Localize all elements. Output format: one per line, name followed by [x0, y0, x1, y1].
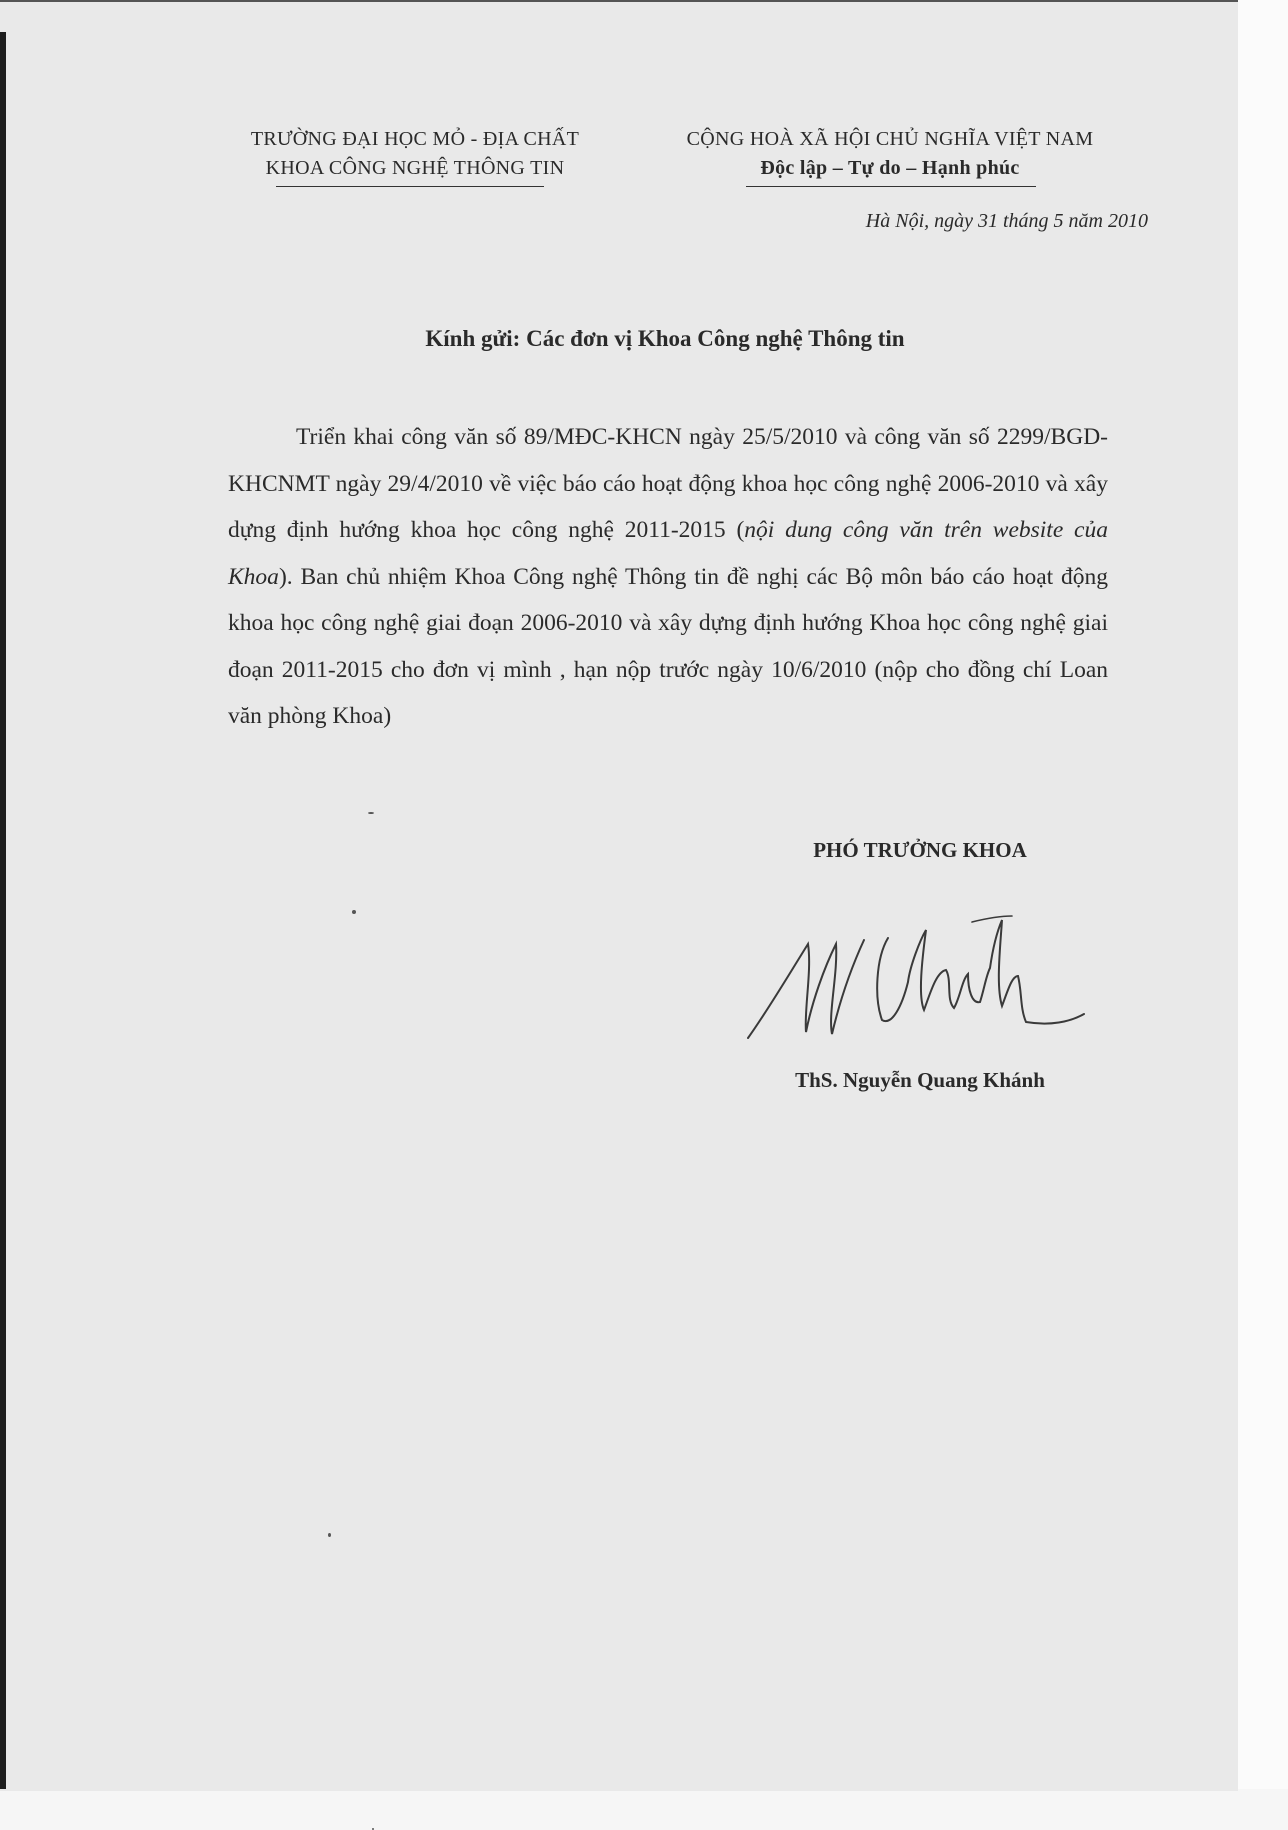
signatory-name: ThS. Nguyễn Quang Khánh — [795, 1068, 1045, 1092]
recipient-value: Các đơn vị Khoa Công nghệ Thông tin — [526, 326, 905, 351]
country-name: CỘNG HOÀ XÃ HỘI CHỦ NGHĨA VIỆT NAM — [686, 128, 1094, 150]
recipient-label: Kính gửi: — [425, 326, 521, 351]
scan-left-edge — [0, 32, 6, 1789]
recipient-line — [200, 326, 1130, 352]
body-text-part2: ). Ban chủ nhiệm Khoa Công nghệ Thông tin đề nghị các Bộ môn báo cáo hoạt động khoa học công nghệ giai đoạn 2006-2010 và xây dựng định hướng Khoa học công nghệ giai đoạn 2011-2015 cho đơn vị mình , hạn nộp trước ngày 10/6/2010 (nộp cho đồng chí Loan văn phòng Khoa) — [228, 563, 1108, 729]
institution-header — [195, 125, 635, 183]
signatory-title: PHÓ TRƯỞNG KHOA — [813, 838, 1027, 862]
scan-speck — [352, 910, 356, 914]
scan-speck — [328, 1533, 331, 1537]
institution-underline — [276, 186, 544, 187]
national-header — [630, 125, 1150, 183]
motto-underline — [746, 186, 1036, 187]
national-motto: Độc lập – Tự do – Hạnh phúc — [760, 157, 1020, 179]
faculty-name: KHOA CÔNG NGHỆ THÔNG TIN — [265, 157, 565, 179]
university-name: TRƯỜNG ĐẠI HỌC MỎ - ĐỊA CHẤT — [250, 128, 580, 150]
handwritten-signature — [740, 910, 1090, 1050]
scan-speck — [368, 812, 374, 814]
body-text-italic: nội dung công văn trên website của Khoa — [228, 517, 1108, 590]
place-date: Hà Nội, ngày 31 tháng 5 năm 2010 — [865, 210, 1148, 232]
letter-body — [228, 414, 1108, 740]
body-text-part1: Triển khai công văn số 89/MĐC-KHCN ngày 25/5/2010 và công văn số 2299/BGD-KHCNMT ngày 29/4/2010 về việc báo cáo hoạt động khoa học công nghệ 2006-2010 và xây dựng định hướng khoa học công nghệ 2011-2015 ( — [228, 424, 1108, 543]
scan-right-margin — [1238, 0, 1288, 1789]
